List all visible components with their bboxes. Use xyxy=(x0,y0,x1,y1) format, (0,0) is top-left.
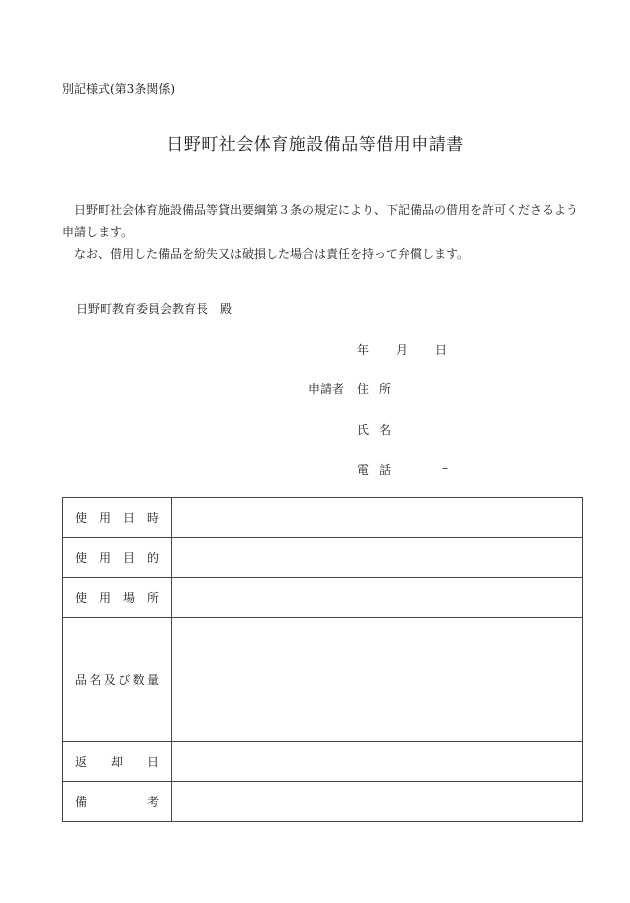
applicant-label: 申請者 xyxy=(308,382,345,396)
year-label: 年 xyxy=(357,343,370,357)
table-row-return-date xyxy=(63,742,583,782)
item-quantity-label: 品 名 及 び 数 量 xyxy=(63,618,172,742)
form-number-label: 別記様式(第3条関係) xyxy=(62,82,175,96)
remarks-label: 備 考 xyxy=(63,782,172,822)
phone-separator: – xyxy=(442,461,448,475)
usage-purpose-field[interactable] xyxy=(172,538,583,578)
usage-purpose-label: 使 用 目 的 xyxy=(63,538,172,578)
table-row-usage-purpose xyxy=(63,538,583,578)
table-row-usage-place xyxy=(63,578,583,618)
name-label: 氏 名 xyxy=(357,423,391,437)
statement-paragraph-2: なお、借用した備品を紛失又は破損した場合は責任を持って弁償します。 xyxy=(74,247,470,261)
item-quantity-field[interactable] xyxy=(172,618,583,742)
table-row-usage-datetime xyxy=(63,498,583,538)
equipment-table xyxy=(62,497,583,822)
return-date-field[interactable] xyxy=(172,742,583,782)
application-statement xyxy=(62,199,587,265)
usage-datetime-field[interactable] xyxy=(172,498,583,538)
usage-place-label: 使 用 場 所 xyxy=(63,578,172,618)
table-row-remarks xyxy=(63,782,583,822)
document-title: 日野町社会体育施設備品等借用申請書 xyxy=(166,135,464,155)
phone-label: 電 話 xyxy=(357,463,391,477)
usage-datetime-label: 使 用 日 時 xyxy=(63,498,172,538)
address-label: 住 所 xyxy=(357,382,391,396)
date-line xyxy=(357,341,447,358)
usage-place-field[interactable] xyxy=(172,578,583,618)
day-label: 日 xyxy=(434,343,447,357)
month-label: 月 xyxy=(395,343,408,357)
return-date-label: 返 却 日 xyxy=(63,742,172,782)
table-row-item-quantity xyxy=(63,618,583,742)
remarks-field[interactable] xyxy=(172,782,583,822)
addressee: 日野町教育委員会教育長 殿 xyxy=(76,302,233,316)
statement-paragraph-1: 日野町社会体育施設備品等貸出要綱第３条の規定により、下記備品の借用を許可くださるよう申請します。 xyxy=(62,203,579,239)
